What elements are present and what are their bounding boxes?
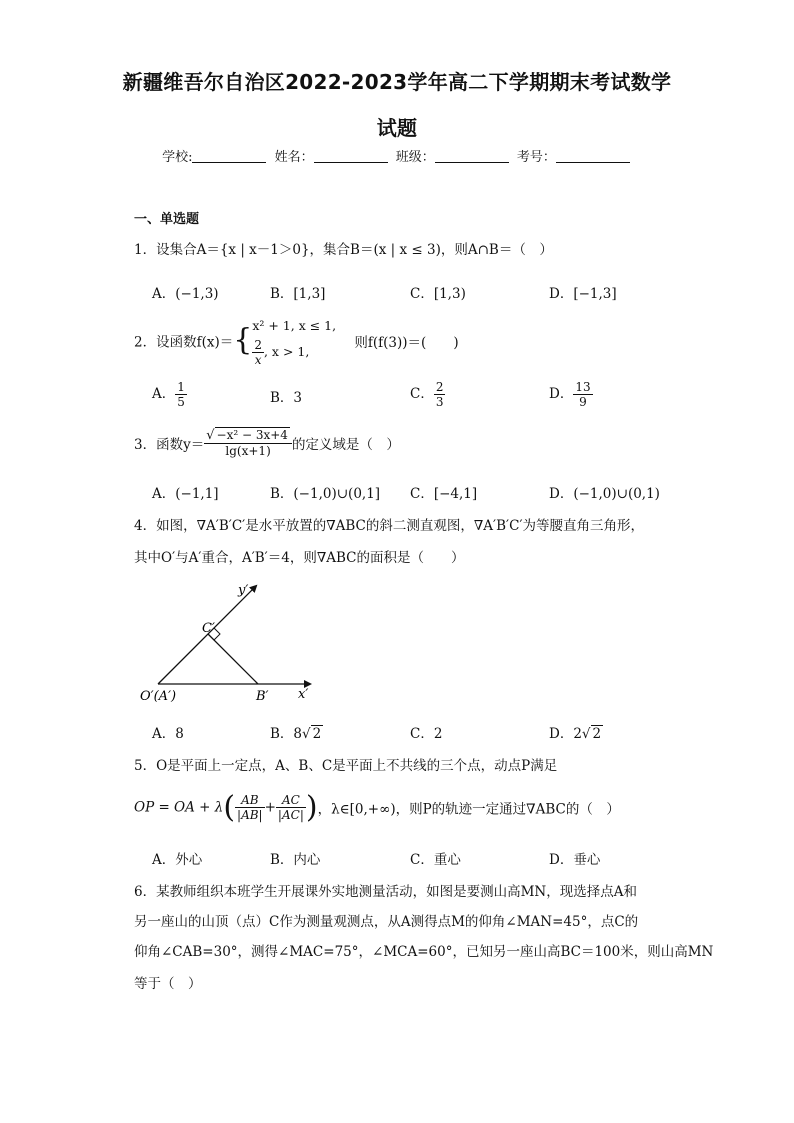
q2-d-label: D． — [549, 386, 574, 402]
q6-line4: 等于（ ） — [134, 976, 202, 992]
q2-d-num: 13 — [575, 380, 591, 394]
q5-line1: 5．O是平面上一定点，A、B、C是平面上不共线的三个点，动点P满足 — [134, 758, 558, 774]
q4-line2: 其中O′与A′重合，A′B′＝4，则∇ABC的面积是（ ） — [134, 550, 465, 566]
q4-d-radicand: 2 — [592, 726, 602, 742]
q2-a-num: 1 — [177, 380, 185, 394]
q6-line2: 另一座山的山顶（点）C作为测量观测点，从A测得点M的仰角∠MAN=45°，点C的 — [134, 914, 639, 930]
q2-piece2-den: x — [254, 353, 262, 367]
q5-f2-num: AC — [276, 793, 306, 808]
exam-title-line2: 试题 — [376, 116, 418, 140]
q5-option-c[interactable]: C．重心 — [410, 852, 461, 868]
q5-formula-right: ，λ∈[0,+∞)，则P的轨迹一定通过∇ABC的（ ） — [317, 801, 620, 818]
q1-option-d[interactable]: D．[−1,3] — [549, 286, 617, 302]
q2-a-label: A． — [152, 386, 176, 402]
q2-a-den: 5 — [177, 395, 185, 409]
q2-piece1: x² + 1, x ≤ 1, — [252, 318, 337, 333]
q3-denominator: lg(x+1) — [225, 444, 271, 458]
q2-option-c[interactable] — [410, 380, 445, 409]
q1-options — [152, 282, 672, 306]
q3-options — [152, 482, 672, 506]
q2-prefix: 2．设函数f(x)＝ — [134, 334, 234, 351]
q2-c-label: C． — [410, 386, 434, 402]
q6-line3: 仰角∠CAB=30°，测得∠MAC=75°，∠MCA=60°，已知另一座山高BC＝100米，则山高MN — [134, 944, 714, 960]
q4-b-text: B．8 — [270, 726, 303, 742]
name-field[interactable] — [314, 150, 388, 163]
q5-formula — [134, 790, 620, 825]
q2-pieces — [252, 314, 336, 367]
q2-suffix: 则f(f(3))＝( ) — [354, 334, 459, 351]
q3-option-a[interactable]: A．(−1,1] — [152, 486, 219, 502]
q2-option-b[interactable]: B．3 — [270, 390, 303, 406]
q5-paren-close: ) — [305, 790, 318, 825]
class-label: 班级： — [395, 150, 435, 165]
exam-no-field[interactable] — [556, 150, 630, 163]
q2-piece2-cond: , x > 1, — [263, 344, 310, 359]
q5-options — [152, 848, 672, 872]
q5-plus: + — [264, 799, 276, 816]
q4-options — [152, 722, 672, 746]
q4-option-b[interactable]: B．8√ 2 — [270, 726, 322, 742]
student-info-row — [0, 146, 794, 165]
q3-stem — [134, 428, 400, 458]
q2-piece2 — [252, 338, 336, 367]
q3-fraction: $\frac{\text{√ −x² − 3x+4}}{\lg(x+1)}$ — [204, 428, 292, 458]
class-field[interactable] — [435, 150, 509, 163]
q3-prefix: 3．函数y＝ — [134, 437, 205, 453]
q3-option-b[interactable]: B．(−1,0)∪(0,1] — [270, 486, 381, 502]
q5-option-a[interactable]: A．外心 — [152, 852, 203, 868]
q4-option-c[interactable]: C．2 — [410, 726, 443, 742]
x-axis-label: x′ — [298, 687, 309, 702]
q2-c-num: 2 — [435, 380, 444, 394]
q1-option-b[interactable]: B．[1,3] — [270, 286, 326, 302]
q4-d-text: D．2 — [549, 726, 582, 742]
q6-line1: 6．某教师组织本班学生开展课外实地测量活动，如图是要测山高MN，现选择点A和 — [134, 884, 637, 900]
q2-piece2-num: 2 — [254, 338, 262, 352]
q4-b-radicand: 2 — [312, 726, 322, 742]
name-label: 姓名： — [274, 150, 314, 165]
exam-title-line1: 新疆维吾尔自治区2022-2023学年高二下学期期末考试数学 — [122, 70, 672, 94]
q5-paren-open: ( — [223, 790, 236, 825]
q1-option-a[interactable]: A．(−1,3) — [152, 286, 219, 302]
q4-figure — [130, 574, 330, 706]
q3-option-c[interactable]: C．[−4,1] — [410, 486, 478, 502]
school-field[interactable] — [192, 150, 266, 163]
q5-option-b[interactable]: B．内心 — [270, 852, 321, 868]
exam-no-label: 考号： — [516, 150, 556, 165]
q2-option-d[interactable] — [549, 380, 593, 409]
q4-option-a[interactable]: A．8 — [152, 726, 184, 742]
q3-suffix: 的定义域是（ ） — [291, 437, 400, 453]
school-label: 学校: — [162, 150, 193, 165]
q4-option-d[interactable]: D．2√ 2 — [549, 726, 602, 742]
point-o-label: O′(A′) — [140, 689, 177, 704]
point-c-label: C′ — [202, 621, 215, 636]
q2-d-den: 9 — [579, 395, 587, 409]
q3-radicand: −x² − 3x+4 — [216, 428, 288, 442]
section-heading: 一、单选题 — [134, 212, 200, 227]
segment-cb — [208, 634, 258, 684]
q5-f1-num: AB — [235, 793, 265, 808]
point-b-label: B′ — [256, 689, 269, 704]
q2-c-den: 3 — [435, 395, 444, 409]
q3-option-d[interactable]: D．(−1,0)∪(0,1) — [549, 486, 660, 502]
q2-stem — [134, 314, 459, 367]
q4-line1: 4．如图，∇A′B′C′是水平放置的∇ABC的斜二测直观图，∇A′B′C′为等腰直角三角形， — [134, 518, 645, 534]
q5-f1-den: |AB| — [237, 808, 263, 822]
q5-option-d[interactable]: D．垂心 — [549, 852, 601, 868]
y-axis-label: y′ — [238, 583, 249, 598]
q2-options — [152, 380, 672, 409]
q1-stem: 1．设集合A＝{x | x－1＞0}，集合B＝(x | x ≤ 3)，则A∩B＝（ ） — [134, 242, 553, 258]
q5-f2-den: |AC| — [277, 808, 304, 822]
q2-brace: { — [233, 322, 253, 358]
q2-option-a[interactable] — [152, 380, 187, 409]
q1-option-c[interactable]: C．[1,3) — [410, 286, 466, 302]
q5-formula-left: OP = OA + λ — [134, 799, 224, 816]
